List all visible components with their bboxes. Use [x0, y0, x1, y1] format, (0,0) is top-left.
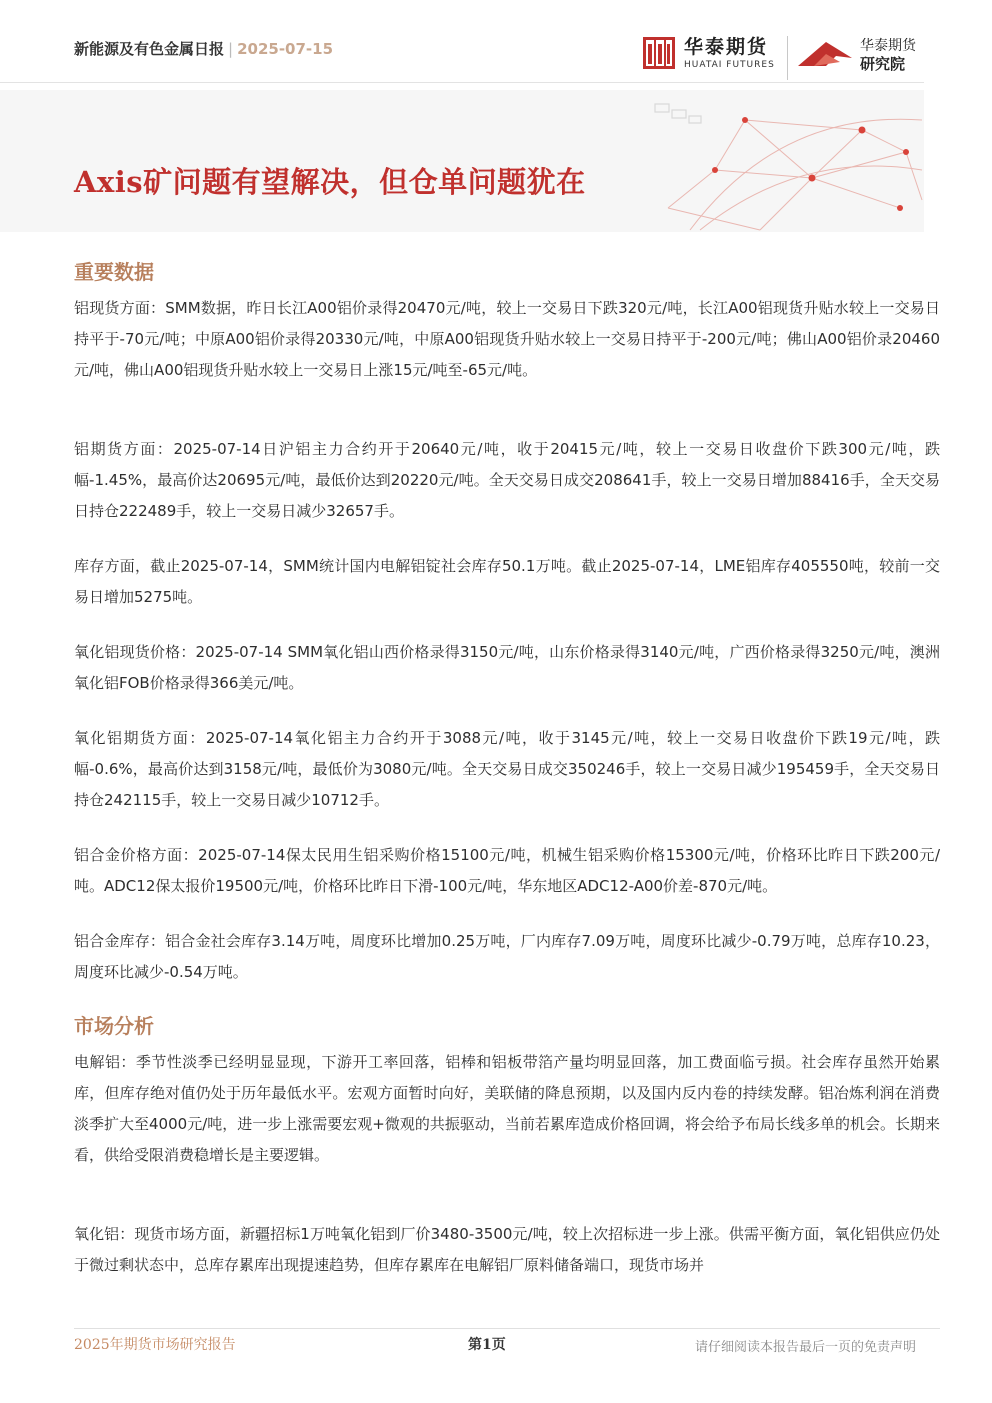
logo-cn: 华泰期货 — [684, 36, 769, 58]
paragraph-alumina-futures: 氧化铝期货方面：2025-07-14氧化铝主力合约开于3088元/吨，收于3145元/吨，较上一交易日收盘价下跌19元/吨，跌幅-0.6%，最高价达到3158元/吨，最低价为3080元/吨。全天交易日成交350246手，较上一交易日减少195459手，全天交易日持仓242115手，较上一交易日减少10712手。 — [74, 729, 940, 809]
logo-divider — [787, 36, 788, 80]
sub-brand-line1: 华泰期货 — [860, 38, 916, 54]
huatai-logo — [642, 36, 775, 70]
report-date: 2025-07-15 — [237, 40, 334, 58]
report-name: 新能源及有色金属日报 — [74, 40, 225, 58]
research-institute-logo — [796, 36, 916, 74]
logo-en: HUATAI FUTURES — [684, 60, 775, 70]
footer-disclaimer-note: 请仔细阅读本报告最后一页的免责声明 — [694, 1340, 916, 1355]
header-separator: | — [228, 40, 234, 58]
paragraph-electrolytic-aluminum: 电解铝：季节性淡季已经明显显现，下游开工率回落，铝棒和铝板带箔产量均明显回落，加工费面临亏损。社会库存虽然开始累库，但库存绝对值仍处于历年最低水平。宏观方面暂时向好，美联储的降息预期，以及国内反内卷的持续发酵。铝冶炼利润在消费淡季扩大至4000元/吨，进一步上涨需要宏观+微观的共振驱动，当前若累库造成价格回调，将会给予布局长线多单的机会。长期来看，供给受限消费稳增长是主要逻辑。 — [74, 1053, 940, 1164]
footer-report-name: 2025年期货市场研究报告 — [74, 1337, 236, 1353]
paragraph-alloy-inventory: 铝合金库存：铝合金社会库存3.14万吨，周度环比增加0.25万吨，厂内库存7.09万吨，周度环比减少-0.79万吨，总库存10.23，周度环比减少-0.54万吨。 — [74, 932, 940, 981]
section-heading-key-data: 重要数据 — [74, 260, 154, 284]
paragraph-aluminum-futures: 铝期货方面：2025-07-14日沪铝主力合约开于20640元/吨，收于20415元/吨，较上一交易日收盘价下跌300元/吨，跌幅-1.45%，最高价达20695元/吨，最低价达到20220元/吨。全天交易日成交208641手，较上一交易日增加88416手，全天交易日持仓222489手，较上一交易日减少32657手。 — [74, 440, 940, 520]
sub-brand-line2: 研究院 — [860, 55, 906, 73]
paragraph-alumina-spot: 氧化铝现货价格：2025-07-14 SMM氧化铝山西价格录得3150元/吨，山东价格录得3140元/吨，广西价格录得3250元/吨，澳洲氧化铝FOB价格录得366美元/吨。 — [74, 643, 940, 692]
huatai-logo-icon — [642, 36, 676, 70]
research-bird-icon — [796, 36, 854, 74]
paragraph-inventory: 库存方面，截止2025-07-14，SMM统计国内电解铝锭社会库存50.1万吨。截止2025-07-14，LME铝库存405550吨，较前一交易日增加5275吨。 — [74, 557, 940, 606]
report-content — [74, 256, 940, 1281]
paragraph-alumina-analysis: 氧化铝：现货市场方面，新疆招标1万吨氧化铝到厂价3480-3500元/吨，较上次招标进一步上涨。供需平衡方面，氧化铝供应仍处于微过剩状态中，总库存累库出现提速趋势，但库存累库在电解铝厂原料储备端口，现货市场并 — [74, 1225, 940, 1274]
report-header — [74, 38, 333, 59]
page-title: Axis矿问题有望解决，但仓单问题犹在 — [74, 165, 586, 199]
paragraph-aluminum-spot: 铝现货方面：SMM数据，昨日长江A00铝价录得20470元/吨，较上一交易日下跌320元/吨，长江A00铝现货升贴水较上一交易日持平于-70元/吨；中原A00铝价录得20330元/吨，中原A00铝现货升贴水较上一交易日持平于-200元/吨；佛山A00铝价录20460元/吨，佛山A00铝现货升贴水较上一交易日上涨15元/吨至-65元/吨。 — [74, 299, 940, 379]
footer-rule — [74, 1328, 940, 1329]
section-heading-market-analysis: 市场分析 — [74, 1014, 154, 1038]
page-number: 第1页 — [468, 1337, 506, 1353]
header-rule — [0, 82, 924, 83]
paragraph-alloy-price: 铝合金价格方面：2025-07-14保太民用生铝采购价格15100元/吨，机械生铝采购价格15300元/吨，价格环比昨日下跌200元/吨。ADC12保太报价19500元/吨，价格环比昨日下滑-100元/吨，华东地区ADC12-A00价差-870元/吨。 — [74, 846, 940, 895]
